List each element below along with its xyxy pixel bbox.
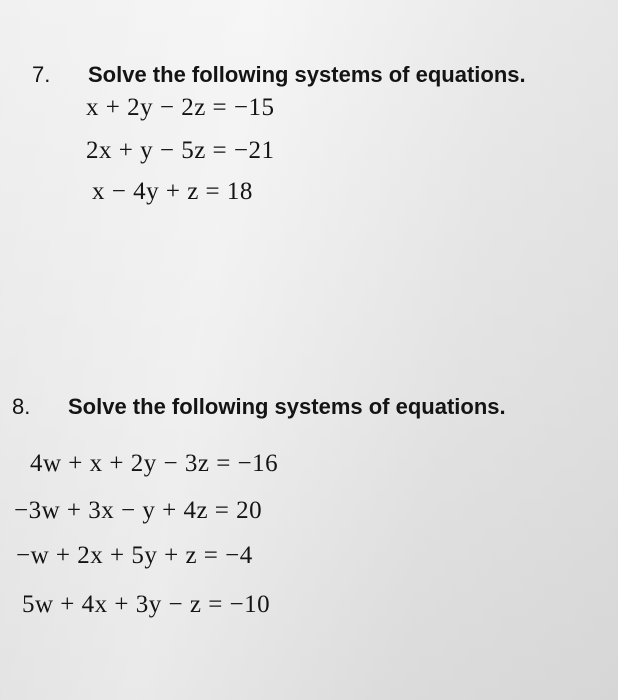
equation: 2x + y − 5z = −21: [86, 137, 275, 164]
equation: −w + 2x + 5y + z = −4: [16, 542, 253, 569]
problem-instruction: Solve the following systems of equations.: [68, 394, 506, 419]
equation: 5w + 4x + 3y − z = −10: [22, 591, 271, 618]
problem-number: 8.: [12, 394, 31, 419]
equation: x − 4y + z = 18: [92, 178, 253, 205]
equation: −3w + 3x − y + 4z = 20: [14, 497, 263, 524]
problem-number: 7.: [32, 62, 51, 87]
equation: 4w + x + 2y − 3z = −16: [30, 450, 279, 477]
equation: x + 2y − 2z = −15: [86, 94, 275, 121]
problem-instruction: Solve the following systems of equations.: [88, 62, 526, 87]
